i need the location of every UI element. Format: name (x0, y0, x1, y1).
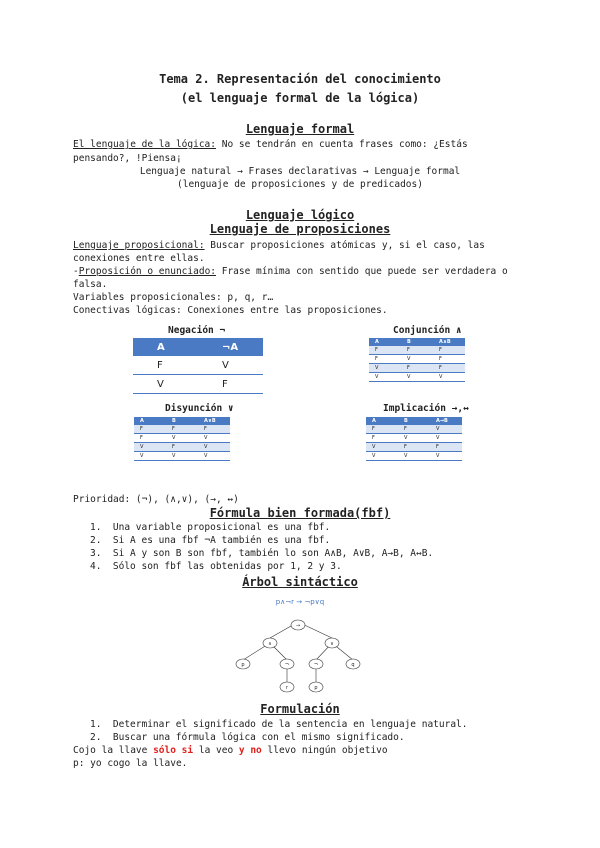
table-cell: F (398, 443, 430, 452)
example-part: Cojo la llave (73, 745, 154, 756)
formal-label: El lenguaje de la lógica: (73, 139, 216, 150)
example-part: llevo ningún objetivo (261, 745, 388, 756)
heading-lenguaje-proposiciones: Lenguaje de proposiciones (209, 222, 391, 236)
tree-node-label: ¬ (313, 662, 319, 668)
formulacion-item-text: Buscar una fórmula lógica con el mismo significado. (112, 732, 405, 743)
tree-node-label: r (285, 685, 289, 691)
example-highlight: sólo si (153, 745, 194, 756)
enun-label: Proposición o enunciado: (78, 266, 217, 277)
formal-arrow-line: Lenguaje natural → Frases declarativas → Lenguaje formal (139, 166, 461, 177)
formal-paren-line: (lenguaje de proposiciones y de predicados) (177, 179, 423, 190)
example-highlight: y no (238, 745, 262, 756)
fbf-item-text: Si A es una fbf ¬A también es una fbf. (112, 535, 331, 546)
syntax-tree-diagram (220, 592, 380, 702)
tree-node-label: ∨ (330, 641, 334, 647)
table-header: A∨B (198, 417, 230, 425)
table-cell: V (198, 452, 230, 461)
table-cell: F (369, 355, 401, 364)
table-cell: F (398, 425, 430, 434)
table-cell: F (366, 434, 398, 443)
table-header: A (366, 417, 398, 425)
conect-line: Conectivas lógicas: Conexiones entre las proposiciones. (73, 305, 388, 316)
table-cell: V (369, 364, 401, 373)
table-cell: V (134, 443, 166, 452)
tree-formula: p∧¬r → ¬p∨q (275, 598, 325, 606)
prop-text2: conexiones entre ellas. (73, 253, 205, 264)
tree-node-label: ∧ (268, 641, 272, 647)
negacion-table (133, 338, 263, 394)
heading-arbol: Árbol sintáctico (242, 575, 358, 589)
prop-label: Lenguaje proposicional: (73, 240, 205, 251)
table-cell: V (133, 375, 198, 394)
table-header: A (369, 338, 401, 346)
enun-line1 (73, 266, 508, 277)
page-subtitle: (el lenguaje formal de la lógica) (180, 91, 420, 105)
heading-formulacion: Formulación (260, 702, 340, 716)
example-variable-p: p: yo cogo la llave. (73, 758, 188, 769)
enun-text1: Frase mínima con sentido que puede ser verdadera o (216, 266, 508, 277)
formulacion-item-2: 2. Buscar una fórmula lógica con el mismo significado. (90, 732, 405, 743)
table-cell: F (366, 425, 398, 434)
table-cell: F (166, 443, 198, 452)
table-cell: F (401, 364, 433, 373)
implicacion-caption: Implicación →,↔ (383, 403, 469, 414)
formal-text2: pensando?, !Piensa¡ (73, 153, 182, 164)
page-title: Tema 2. Representación del conocimiento (159, 72, 441, 86)
prioridad-line: Prioridad: (¬), (∧,∨), (→, ↔) (73, 494, 239, 505)
fbf-item-3: 3. Si A y son B son fbf, también lo son A∧B, A∨B, A→B, A↔B. (90, 548, 434, 559)
table-cell: V (401, 355, 433, 364)
negacion-caption: Negación ¬ (168, 325, 226, 336)
vars-line: Variables proposicionales: p, q, r… (73, 292, 274, 303)
tree-node-label: p (241, 662, 245, 668)
table-cell: V (366, 443, 398, 452)
table-cell: F (401, 346, 433, 355)
formal-paragraph-line1 (73, 139, 468, 150)
heading-fbf: Fórmula bien formada(fbf) (209, 506, 391, 520)
table-cell: F (134, 425, 166, 434)
table-cell: V (366, 452, 398, 461)
tree-node-label: p (314, 685, 318, 691)
table-header: B (398, 417, 430, 425)
fbf-item-1: 1. Una variable proposicional es una fbf. (90, 522, 331, 533)
implicacion-table (366, 417, 462, 461)
formal-text1: No se tendrán en cuenta frases como: ¿Estás (216, 139, 468, 150)
table-cell: F (433, 364, 465, 373)
formulacion-item-text: Determinar el significado de la sentencia en lenguaje natural. (112, 719, 468, 730)
fbf-item-text: Una variable proposicional es una fbf. (112, 522, 331, 533)
heading-lenguaje-logico: Lenguaje lógico (245, 208, 355, 222)
table-header: A→B (430, 417, 462, 425)
table-cell: F (198, 375, 263, 394)
conjuncion-caption: Conjunción ∧ (393, 325, 462, 336)
tree-node-label: q (351, 662, 355, 668)
table-cell: V (398, 452, 430, 461)
table-cell: V (430, 434, 462, 443)
heading-lenguaje-formal: Lenguaje formal (245, 122, 355, 136)
table-cell: F (433, 355, 465, 364)
table-cell: V (166, 434, 198, 443)
example-part: la veo (193, 745, 239, 756)
disyuncion-caption: Disyunción ∨ (165, 403, 234, 414)
table-cell: V (134, 452, 166, 461)
table-cell: F (433, 346, 465, 355)
table-cell: V (166, 452, 198, 461)
enun-text2: falsa. (73, 279, 108, 290)
fbf-item-text: Si A y son B son fbf, también lo son A∧B, A∨B, A→B, A↔B. (112, 548, 434, 559)
fbf-item-2: 2. Si A es una fbf ¬A también es una fbf. (90, 535, 331, 546)
table-cell: V (198, 443, 230, 452)
table-header: A (134, 417, 166, 425)
table-header: B (166, 417, 198, 425)
table-cell: V (198, 434, 230, 443)
table-cell: F (198, 425, 230, 434)
table-cell: F (133, 356, 198, 375)
prop-line1 (73, 240, 485, 251)
table-cell: F (134, 434, 166, 443)
example-sentence (73, 745, 388, 756)
table-header: A∧B (433, 338, 465, 346)
fbf-item-text: Sólo son fbf las obtenidas por 1, 2 y 3. (112, 561, 342, 572)
table-cell: F (369, 346, 401, 355)
table-cell: F (166, 425, 198, 434)
table-header: ¬A (198, 338, 263, 356)
fbf-item-4: 4. Sólo son fbf las obtenidas por 1, 2 y 3. (90, 561, 342, 572)
disyuncion-table (134, 417, 230, 461)
tree-node-label: → (295, 623, 301, 629)
enun-prefix: - (73, 266, 79, 277)
table-cell: V (198, 356, 263, 375)
table-cell: F (430, 443, 462, 452)
table-cell: V (401, 373, 433, 382)
prop-text1: Buscar proposiciones atómicas y, si el caso, las (204, 240, 485, 251)
table-cell: V (430, 452, 462, 461)
table-cell: V (430, 425, 462, 434)
table-cell: V (398, 434, 430, 443)
conjuncion-table (369, 338, 465, 382)
formulacion-item-1: 1. Determinar el significado de la sentencia en lenguaje natural. (90, 719, 468, 730)
table-cell: V (369, 373, 401, 382)
table-header: B (401, 338, 433, 346)
table-cell: V (433, 373, 465, 382)
tree-node-label: ¬ (284, 662, 290, 668)
table-header: A (133, 338, 198, 356)
